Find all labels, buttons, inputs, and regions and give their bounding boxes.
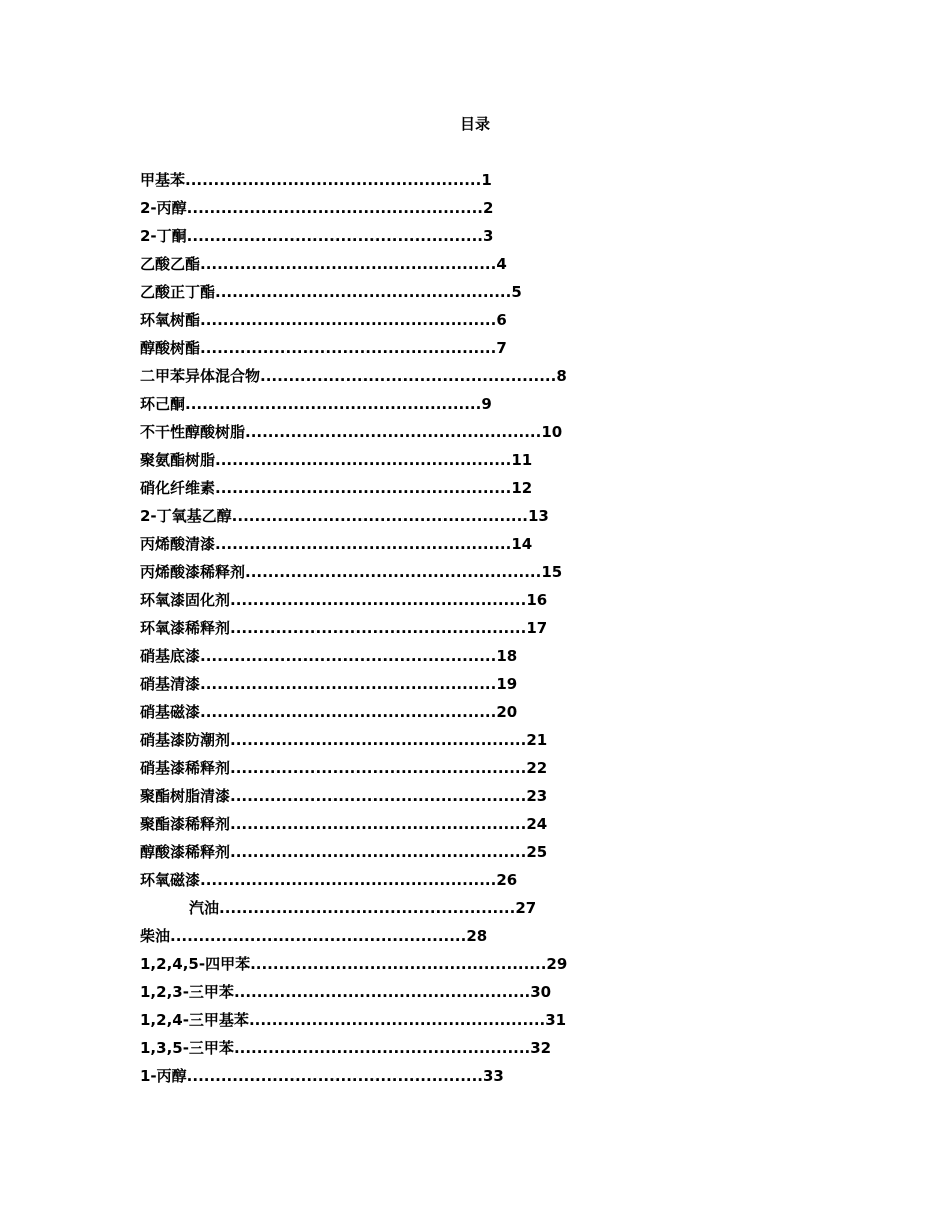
toc-entry[interactable] bbox=[140, 701, 567, 729]
toc-entry-page-number: 8 bbox=[556, 367, 567, 385]
toc-leader-dots: .................................................... bbox=[233, 983, 531, 1001]
toc-entry-page-number: 31 bbox=[545, 1011, 567, 1029]
toc-entry[interactable] bbox=[140, 953, 567, 981]
toc-entry-label: 环氧磁漆 bbox=[140, 871, 201, 889]
toc-entry[interactable] bbox=[140, 589, 567, 617]
toc-entry[interactable] bbox=[140, 421, 567, 449]
toc-entry-page-number: 30 bbox=[530, 983, 552, 1001]
toc-leader-dots: .................................................... bbox=[215, 283, 512, 301]
toc-entry-page-number: 26 bbox=[496, 871, 518, 889]
toc-leader-dots: .................................................... bbox=[200, 255, 497, 273]
toc-entry[interactable] bbox=[140, 169, 567, 197]
toc-entry[interactable] bbox=[140, 253, 567, 281]
toc-entry-label: 乙酸乙酯 bbox=[140, 255, 201, 273]
toc-entry[interactable] bbox=[140, 925, 567, 953]
toc-leader-dots: .................................................... bbox=[245, 563, 542, 581]
toc-entry[interactable] bbox=[140, 813, 567, 841]
toc-entry-page-number: 6 bbox=[496, 311, 507, 329]
toc-entry-label: 汽油 bbox=[189, 899, 220, 917]
toc-entry[interactable] bbox=[140, 617, 567, 645]
toc-leader-dots: .................................................... bbox=[215, 535, 512, 553]
toc-entry-page-number: 33 bbox=[482, 1067, 504, 1085]
toc-leader-dots: .................................................... bbox=[200, 703, 497, 721]
toc-entry-label: 环氧树酯 bbox=[140, 311, 201, 329]
toc-leader-dots: .................................................... bbox=[230, 731, 527, 749]
toc-leader-dots: .................................................... bbox=[215, 479, 512, 497]
toc-leader-dots: .................................................... bbox=[233, 1039, 531, 1057]
toc-entry-page-number: 4 bbox=[496, 255, 507, 273]
toc-entry[interactable] bbox=[140, 869, 567, 897]
toc-entry-label: 1-丙醇 bbox=[140, 1067, 187, 1085]
toc-entry-label: 2-丁氧基乙醇 bbox=[140, 507, 232, 525]
toc-leader-dots: .................................................... bbox=[260, 367, 557, 385]
toc-entry-page-number: 11 bbox=[511, 451, 533, 469]
toc-entry[interactable] bbox=[140, 449, 567, 477]
toc-leader-dots: .................................................... bbox=[230, 759, 527, 777]
toc-leader-dots: .................................................... bbox=[185, 395, 482, 413]
toc-entry-page-number: 14 bbox=[511, 535, 533, 553]
toc-entry[interactable] bbox=[140, 393, 567, 421]
toc-entry-label: 环氧漆稀释剂 bbox=[140, 619, 231, 637]
page-title: 目录 bbox=[459, 115, 490, 133]
toc-entry-label: 不干性醇酸树脂 bbox=[140, 423, 246, 441]
toc-entry[interactable] bbox=[140, 309, 567, 337]
toc-entry-label: 1,3,5-三甲苯 bbox=[140, 1039, 234, 1057]
toc-entry[interactable] bbox=[140, 505, 567, 533]
toc-leader-dots: .................................................... bbox=[230, 591, 527, 609]
toc-entry-label: 丙烯酸漆稀释剂 bbox=[140, 563, 246, 581]
toc-leader-dots: .................................................... bbox=[170, 927, 467, 945]
toc-leader-dots: .................................................... bbox=[215, 451, 512, 469]
toc-entry[interactable] bbox=[140, 841, 567, 869]
toc-entry-label: 硝基磁漆 bbox=[140, 703, 201, 721]
toc-entry[interactable] bbox=[140, 281, 567, 309]
toc-leader-dots: .................................................... bbox=[200, 339, 497, 357]
toc-entry-label: 2-丙醇 bbox=[140, 199, 187, 217]
toc-entry[interactable] bbox=[140, 1065, 567, 1093]
toc-entry-label: 聚酯树脂清漆 bbox=[140, 787, 231, 805]
toc-leader-dots: .................................................... bbox=[186, 199, 483, 217]
toc-entry-label: 醇酸树酯 bbox=[140, 339, 201, 357]
toc-entry-label: 硝基漆稀释剂 bbox=[140, 759, 231, 777]
toc-leader-dots: .................................................... bbox=[185, 171, 482, 189]
toc-entry-page-number: 32 bbox=[530, 1039, 552, 1057]
toc-entry-page-number: 13 bbox=[527, 507, 549, 525]
toc-leader-dots: .................................................... bbox=[250, 955, 547, 973]
toc-leader-dots: .................................................... bbox=[200, 647, 497, 665]
toc-entry-label: 硝基漆防潮剂 bbox=[140, 731, 231, 749]
toc-entry[interactable] bbox=[140, 785, 567, 813]
toc-entry[interactable] bbox=[140, 897, 567, 925]
toc-entry-page-number: 20 bbox=[496, 703, 518, 721]
toc-entry-page-number: 7 bbox=[496, 339, 507, 357]
toc-entry-label: 乙酸正丁酯 bbox=[140, 283, 216, 301]
toc-entry[interactable] bbox=[140, 729, 567, 757]
toc-entry-page-number: 24 bbox=[526, 815, 548, 833]
toc-leader-dots: .................................................... bbox=[186, 227, 483, 245]
toc-leader-dots: .................................................... bbox=[230, 843, 527, 861]
toc-entry-label: 环己酮 bbox=[140, 395, 186, 413]
toc-entry-page-number: 3 bbox=[482, 227, 494, 245]
toc-entry-page-number: 22 bbox=[526, 759, 548, 777]
toc-entry-page-number: 1 bbox=[481, 171, 492, 189]
toc-entry-label: 丙烯酸清漆 bbox=[140, 535, 216, 553]
toc-entry[interactable] bbox=[140, 337, 567, 365]
toc-leader-dots: .................................................... bbox=[200, 871, 497, 889]
toc-entry-page-number: 12 bbox=[511, 479, 533, 497]
toc-entry-label: 1,2,4-三甲基苯 bbox=[140, 1011, 249, 1029]
toc-entry-page-number: 23 bbox=[526, 787, 548, 805]
toc-leader-dots: .................................................... bbox=[186, 1067, 483, 1085]
toc-entry-label: 甲基苯 bbox=[140, 171, 186, 189]
toc-entry-label: 2-丁酮 bbox=[140, 227, 187, 245]
toc-entry-page-number: 21 bbox=[526, 731, 548, 749]
toc-entry-label: 硝基清漆 bbox=[140, 675, 201, 693]
toc-entry-page-number: 25 bbox=[526, 843, 548, 861]
toc-entry-page-number: 18 bbox=[496, 647, 518, 665]
toc-entry[interactable] bbox=[140, 1037, 567, 1065]
toc-entry[interactable] bbox=[140, 477, 567, 505]
toc-entry-label: 硝基底漆 bbox=[140, 647, 201, 665]
toc-entry[interactable] bbox=[140, 981, 567, 1009]
toc-list bbox=[140, 169, 567, 1093]
toc-entry-page-number: 9 bbox=[481, 395, 492, 413]
toc-entry[interactable] bbox=[140, 1009, 567, 1037]
toc-entry-label: 1,2,4,5-四甲苯 bbox=[140, 955, 251, 973]
toc-entry-label: 聚氨酯树脂 bbox=[140, 451, 216, 469]
toc-entry-page-number: 29 bbox=[546, 955, 568, 973]
toc-leader-dots: .................................................... bbox=[219, 899, 516, 917]
toc-entry-label: 硝化纤维素 bbox=[140, 479, 216, 497]
toc-entry-page-number: 2 bbox=[482, 199, 494, 217]
toc-entry-label: 柴油 bbox=[140, 927, 171, 945]
toc-leader-dots: .................................................... bbox=[231, 507, 528, 525]
toc-entry-label: 环氧漆固化剂 bbox=[140, 591, 231, 609]
toc-entry[interactable] bbox=[140, 645, 567, 673]
toc-entry-label: 醇酸漆稀释剂 bbox=[140, 843, 231, 861]
toc-leader-dots: .................................................... bbox=[200, 675, 497, 693]
toc-leader-dots: .................................................... bbox=[230, 787, 527, 805]
toc-entry-page-number: 19 bbox=[496, 675, 518, 693]
toc-entry[interactable] bbox=[140, 757, 567, 785]
toc-entry-page-number: 5 bbox=[511, 283, 522, 301]
toc-entry-page-number: 28 bbox=[466, 927, 488, 945]
toc-entry-label: 二甲苯异体混合物 bbox=[140, 367, 261, 385]
toc-entry[interactable] bbox=[140, 673, 567, 701]
toc-entry[interactable] bbox=[140, 533, 567, 561]
toc-leader-dots: .................................................... bbox=[230, 815, 527, 833]
toc-leader-dots: .................................................... bbox=[200, 311, 497, 329]
toc-entry-label: 1,2,3-三甲苯 bbox=[140, 983, 234, 1001]
toc-entry-page-number: 16 bbox=[526, 591, 548, 609]
toc-leader-dots: .................................................... bbox=[230, 619, 527, 637]
toc-entry[interactable] bbox=[140, 365, 567, 393]
toc-entry[interactable] bbox=[140, 225, 567, 253]
toc-entry-page-number: 10 bbox=[541, 423, 563, 441]
toc-entry-page-number: 17 bbox=[526, 619, 548, 637]
toc-leader-dots: .................................................... bbox=[245, 423, 542, 441]
toc-entry-page-number: 15 bbox=[541, 563, 563, 581]
toc-entry-label: 聚酯漆稀释剂 bbox=[140, 815, 231, 833]
toc-leader-dots: .................................................... bbox=[248, 1011, 546, 1029]
toc-entry[interactable] bbox=[140, 561, 567, 589]
toc-entry-page-number: 27 bbox=[515, 899, 537, 917]
toc-entry[interactable] bbox=[140, 197, 567, 225]
